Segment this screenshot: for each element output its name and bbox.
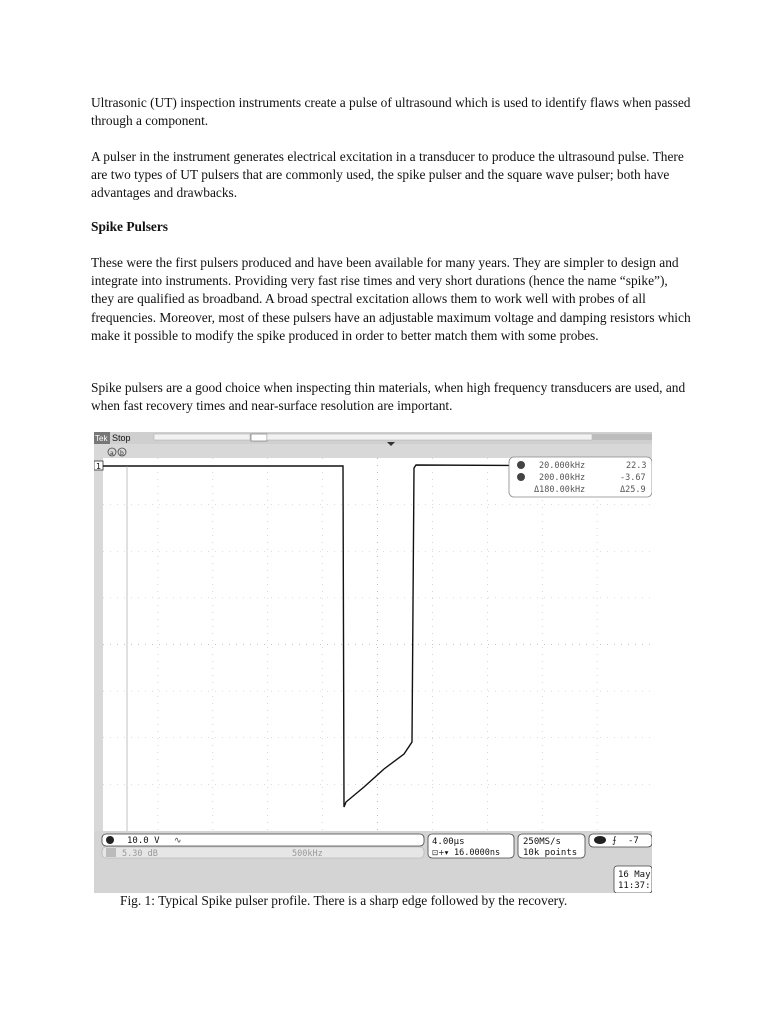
oscilloscope-screenshot (94, 432, 652, 893)
record-length: 10k points (523, 848, 578, 858)
trigger-position-value: 16.0000ns (454, 848, 501, 858)
brand-label: Tek (95, 434, 108, 443)
figure-caption: Fig. 1: Typical Spike pulser profile. There is a sharp edge followed by the recovery. (120, 893, 568, 908)
measure-delta-value: Δ25.9 (620, 485, 646, 495)
channel-1-scale: 10.0 V (127, 836, 160, 846)
channel-1-marker: 1 (96, 462, 102, 471)
timebase-value: 4.00μs (432, 837, 465, 847)
paragraph-intro: Ultrasonic (UT) inspection instruments create a pulse of ultrasound which is used to identify flaws when passed through a component. (91, 95, 691, 129)
svg-text:a: a (110, 450, 114, 457)
paragraph-spike-usage: Spike pulsers are a good choice when inspecting thin materials, when high frequency transducers are used, and when fast recovery times and near-surface resolution are important. (91, 380, 686, 414)
sample-rate: 250MS/s (523, 837, 561, 847)
section-heading: Spike Pulsers (91, 219, 169, 234)
svg-text:b: b (120, 450, 124, 457)
measure-b-value: -3.67 (620, 473, 646, 483)
trigger-position-icon: ⊡+▾ (432, 848, 449, 857)
trigger-slope-icon: ⨍ (612, 836, 617, 846)
capture-time: 11:37: (618, 881, 651, 891)
bandwidth-icon: ∿ (174, 836, 182, 846)
trigger-level: -7 (628, 836, 639, 846)
measure-b-frequency: 200.00kHz (539, 473, 586, 483)
math-frequency: 500kHz (292, 849, 323, 859)
math-scale: 5.30 dB (122, 849, 158, 859)
paragraph-pulser: A pulser in the instrument generates electrical excitation in a transducer to produce the ultrasound pulse. There are two types of UT pulsers that are commonly used, the spike pulser and the square wave pulser; both have advantages and drawbacks. (91, 149, 684, 201)
paragraph-spike-description: These were the first pulsers produced and have been available for many years. They are simpler to design and integrate into instruments. Providing very fast rise times and very short durations (hence the name “spike”), they are qualified as broadband. A broad spectral excitation allows them to work well with probes of all frequencies. Moreover, most of these pulsers have an adjustable maximum voltage and damping resistors which make it possible to modify the spike produced in order to better match them with some probes. (91, 255, 691, 343)
oscilloscope-figure (94, 432, 652, 893)
run-state-label: Stop (112, 433, 131, 443)
measure-a-frequency: 20.000kHz (539, 461, 586, 471)
capture-date: 16 May (618, 870, 651, 880)
measure-delta-frequency: Δ180.00kHz (534, 485, 586, 495)
measure-a-value: 22.3 (626, 461, 647, 471)
